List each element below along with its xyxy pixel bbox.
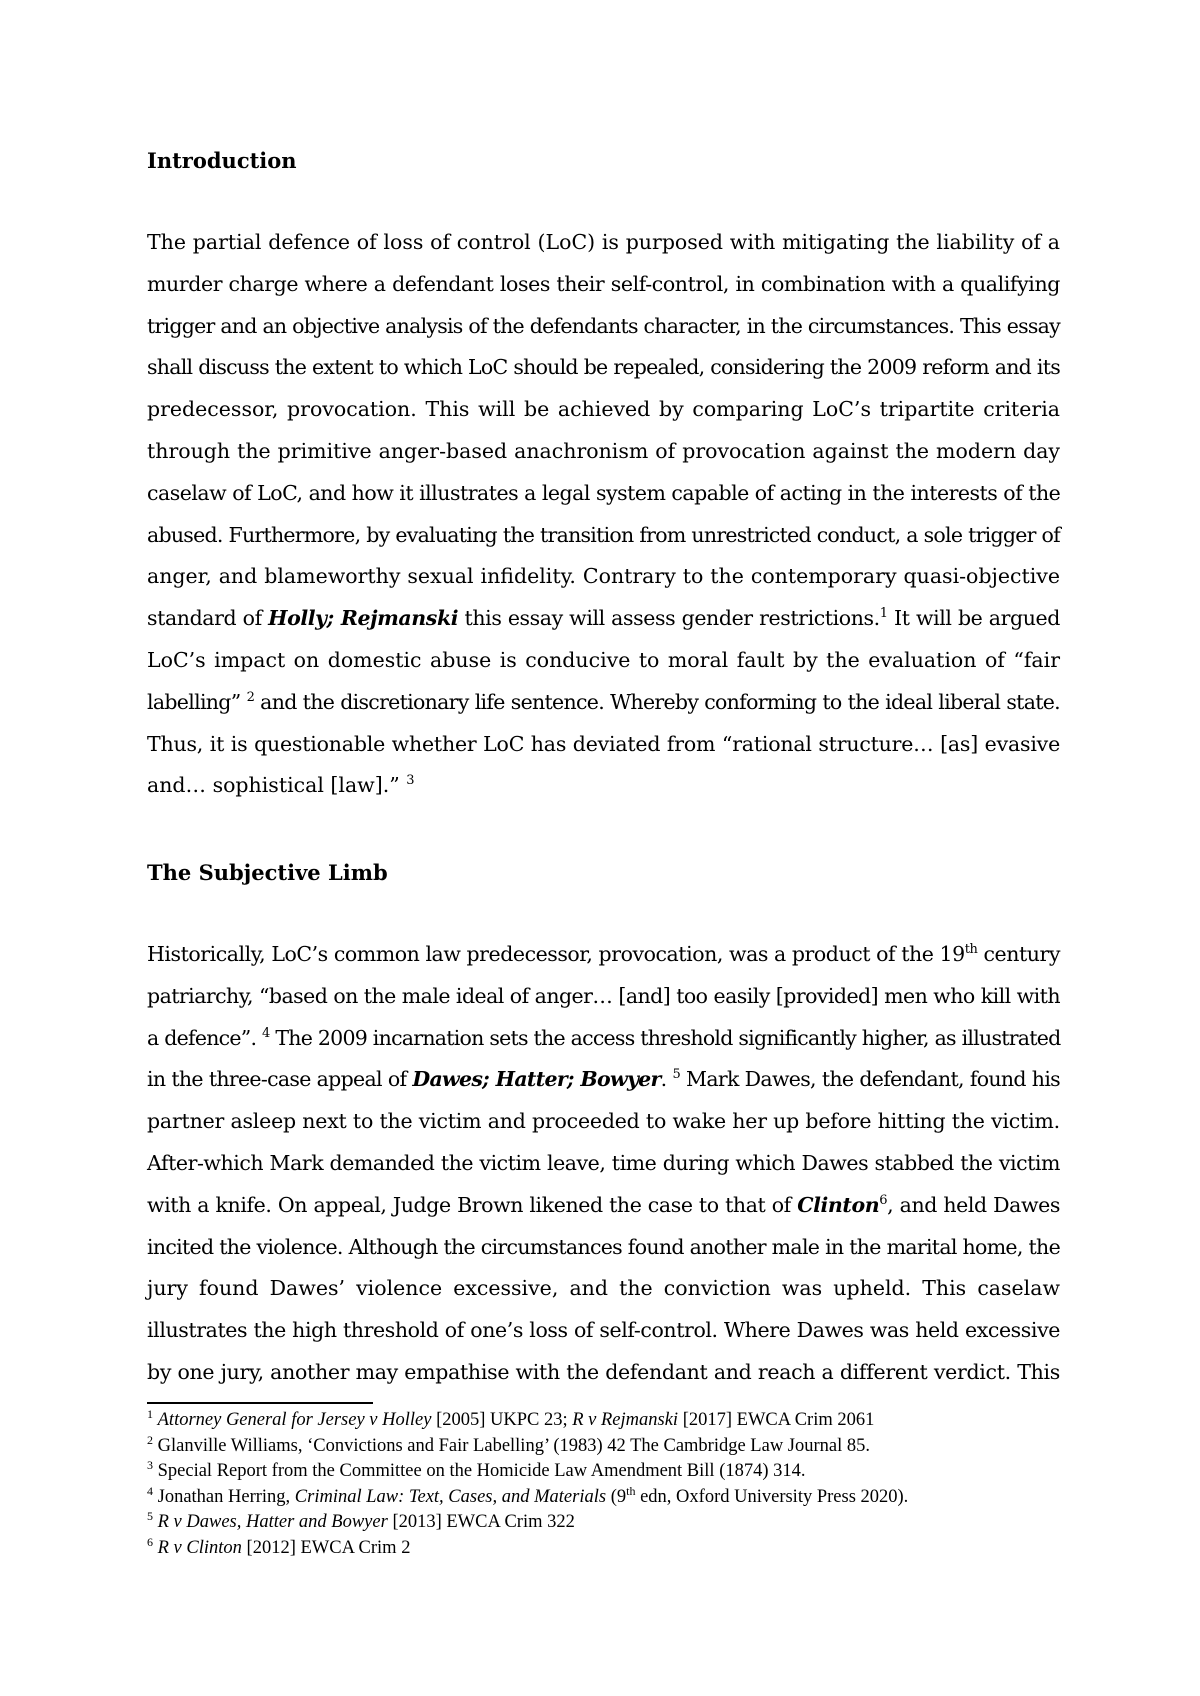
text-line xyxy=(147,1018,1060,1060)
text-line xyxy=(147,1059,1060,1101)
text-line xyxy=(147,765,1060,807)
text-run: Historically, LoC’s common law predecessor, provocation, was a product of the 19 xyxy=(147,942,965,966)
footnote-number: 2 xyxy=(147,1432,153,1447)
text-line xyxy=(147,598,1060,640)
citation-title: R v Clinton xyxy=(157,1537,242,1558)
text-run: this essay will assess gender restrictions. xyxy=(458,606,880,631)
superscript: th xyxy=(964,942,978,958)
footnote-ref[interactable]: 4 xyxy=(262,1025,270,1041)
citation-text: Glanville Williams, ‘Convictions and Fair Labelling’ (1983) 42 The Cambridge Law Journal 85. xyxy=(153,1435,871,1456)
case-name: Clinton xyxy=(797,1192,880,1217)
case-name: Dawes; Hatter; Bowyer xyxy=(412,1067,661,1092)
text-run: in the three-case appeal of xyxy=(147,1067,413,1092)
text-line: The partial defence of loss of control (LoC) is purposed with mitigating the liability of a xyxy=(147,230,1060,254)
citation-text: Special Report from the Committee on the Homicide Law Amendment Bill (1874) 314. xyxy=(153,1461,806,1482)
text-line: murder charge where a defendant loses their self-control, in combination with a qualifying xyxy=(147,271,1060,296)
text-line: illustrates the high threshold of one’s loss of self-control. Where Dawes was held excessive xyxy=(147,1318,1060,1343)
text-run: . xyxy=(660,1067,673,1092)
footnote-ref[interactable]: 6 xyxy=(879,1192,888,1208)
text-line: anger, and blameworthy sexual infidelity. Contrary to the contemporary quasi-objective xyxy=(147,564,1060,589)
text-line xyxy=(147,1185,1060,1227)
citation-title: R v Dawes, Hatter and Bowyer xyxy=(157,1512,388,1533)
text-line: LoC’s impact on domestic abuse is conducive to moral fault by the evaluation of “fair xyxy=(147,647,1060,672)
text-line: predecessor, provocation. This will be achieved by comparing LoC’s tripartite criteria xyxy=(147,397,1060,422)
text-run: and… sophistical [law].” xyxy=(147,773,407,798)
text-line: patriarchy, “based on the male ideal of anger… [and] too easily [provided] men who kill with xyxy=(147,983,1060,1008)
heading-introduction: Introduction xyxy=(147,148,297,173)
footnote-6 xyxy=(147,1536,1097,1562)
text-run: , and held Dawes xyxy=(887,1192,1060,1217)
text-line: shall discuss the extent to which LoC should be repealed, considering the 2009 reform and its xyxy=(147,355,1060,380)
citation-text: [2013] EWCA Crim 322 xyxy=(387,1512,575,1533)
footnote-1 xyxy=(147,1408,1097,1434)
footnote-4 xyxy=(147,1485,1097,1511)
citation-text: Jonathan Herring, xyxy=(153,1486,295,1507)
footnote-ref[interactable]: 2 xyxy=(246,689,255,705)
footnote-number: 6 xyxy=(147,1534,153,1549)
text-run: labelling” xyxy=(147,689,247,714)
text-line: abused. Furthermore, by evaluating the transition from unrestricted conduct, a sole trigger of xyxy=(147,522,1060,547)
citation-title: Attorney General for Jersey v Holley xyxy=(157,1410,432,1430)
text-line xyxy=(147,934,1060,976)
text-line: jury found Dawes’ violence excessive, and the conviction was upheld. This caselaw xyxy=(147,1276,1060,1301)
citation-text: (9 xyxy=(606,1486,627,1507)
footnote-number: 5 xyxy=(147,1509,153,1524)
citation-text: [2005] UKPC 23; xyxy=(431,1410,573,1430)
text-run: It will be argued xyxy=(887,606,1060,631)
text-line: caselaw of LoC, and how it illustrates a legal system capable of acting in the interests of the xyxy=(147,480,1061,505)
case-name: Holly; Rejmanski xyxy=(268,606,459,631)
heading-subjective-limb: The Subjective Limb xyxy=(147,860,388,885)
text-line: through the primitive anger-based anachronism of provocation against the modern day xyxy=(147,438,1060,463)
footnote-ref[interactable]: 3 xyxy=(406,773,415,789)
footnote-number: 3 xyxy=(147,1458,153,1473)
citation-title: Criminal Law: Text, Cases, and Materials xyxy=(294,1486,607,1507)
citation-text: [2017] EWCA Crim 2061 xyxy=(678,1410,875,1430)
text-run: a defence”. xyxy=(147,1025,263,1050)
footnotes xyxy=(147,1408,1097,1562)
footnote-number: 1 xyxy=(147,1406,153,1421)
footnote-3 xyxy=(147,1459,1097,1485)
text-line xyxy=(147,682,1060,724)
citation-title: R v Rejmanski xyxy=(572,1410,679,1430)
text-run: Mark Dawes, the defendant, found his xyxy=(680,1067,1060,1092)
footnote-ref[interactable]: 1 xyxy=(879,606,888,622)
text-run: and the discretionary life sentence. Whereby conforming to the ideal liberal state. xyxy=(254,689,1060,714)
text-run: with a knife. On appeal, Judge Brown likened the case to that of xyxy=(147,1192,798,1217)
footnote-ref[interactable]: 5 xyxy=(672,1067,681,1083)
citation-text: edn, Oxford University Press 2020). xyxy=(635,1486,909,1507)
text-run: The 2009 incarnation sets the access threshold significantly higher, as illustrated xyxy=(269,1025,1061,1050)
text-line: After-which Mark demanded the victim leave, time during which Dawes stabbed the victim xyxy=(147,1150,1060,1175)
footnote-separator xyxy=(147,1402,373,1404)
text-line: Thus, it is questionable whether LoC has deviated from “rational structure… [as] evasive xyxy=(147,731,1060,756)
text-line: incited the violence. Although the circumstances found another male in the marital home, the xyxy=(147,1234,1060,1259)
footnote-number: 4 xyxy=(147,1483,153,1498)
introduction-paragraph xyxy=(147,222,1060,807)
subjective-limb-paragraph xyxy=(147,934,1060,1394)
text-run: century xyxy=(977,942,1060,966)
text-line: partner asleep next to the victim and proceeded to wake her up before hitting the victim. xyxy=(147,1109,1060,1134)
text-run: standard of xyxy=(147,606,269,631)
text-line: by one jury, another may empathise with the defendant and reach a different verdict. This xyxy=(147,1359,1060,1384)
citation-text: [2012] EWCA Crim 2 xyxy=(241,1537,411,1558)
footnote-2 xyxy=(147,1434,1097,1460)
superscript: th xyxy=(626,1483,636,1498)
text-line: trigger and an objective analysis of the defendants character, in the circumstances. This essay xyxy=(147,313,1060,338)
footnote-5 xyxy=(147,1510,1097,1536)
